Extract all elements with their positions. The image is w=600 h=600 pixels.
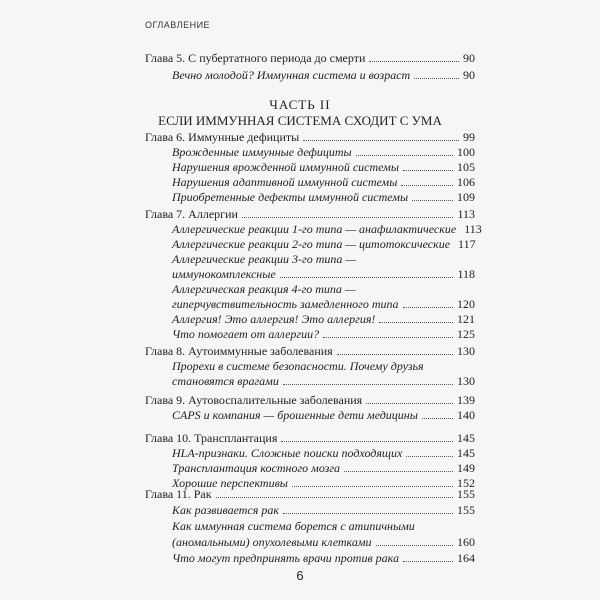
toc-section-entry: Нарушения врожденной иммунной системы 105 [172,160,475,174]
toc-chapter-entry: Глава 5. С пубертатного периода до смерти 90 [145,51,475,65]
toc-chapter-entry: Глава 6. Иммунные дефициты 99 [145,130,475,144]
toc-section-entry: Как развивается рак 155 [172,503,475,517]
toc-section-entry-continued: гиперчувствительность замедленного типа 120 [172,297,475,311]
toc-section-entry: Аллергия! Это аллергия! Это аллергия! 121 [172,312,475,326]
toc-section-entry: Как иммунная система борется с атипичными [172,519,415,533]
toc-section-entry: Аллергические реакции 1-го типа — анафилактические 113 [172,222,482,236]
toc-section-entry: Что могут предпринять врачи против рака 164 [172,551,475,565]
toc-section-entry: Нарушения адаптивной иммунной системы 106 [172,175,475,189]
toc-section-entry-continued: иммунокомплексные 118 [172,267,475,281]
toc-section-entry: Вечно молодой? Иммунная система и возраст 90 [172,68,475,82]
running-head: ОГЛАВЛЕНИЕ [145,20,211,30]
toc-section-entry: Приобретенные дефекты иммунной системы 109 [172,190,475,204]
toc-section-entry-continued: становятся врагами 130 [172,374,475,388]
toc-chapter-entry: Глава 7. Аллергии 113 [145,207,475,221]
toc-chapter-entry: Глава 8. Аутоиммунные заболевания 130 [145,344,475,358]
toc-section-entry: Аллергические реакции 2-го типа — цитотоксические 117 [172,237,476,251]
toc-section-entry: Аллергическая реакция 4-го типа — [172,282,356,296]
toc-chapter-entry: Глава 9. Аутовоспалительные заболевания 139 [145,393,475,407]
toc-section-entry: CAPS и компания — брошенные дети медицины 140 [172,408,475,422]
toc-section-entry: Хорошие перспективы 152 [172,476,475,490]
page-number: 6 [296,568,304,583]
toc-section-entry: HLA-признаки. Сложные поиски подходящих 145 [172,446,475,460]
toc-chapter-entry: Глава 11. Рак 155 [145,487,475,501]
toc-section-entry: Аллергические реакции 3-го типа — [172,252,357,266]
toc-section-entry: Что помогает от аллергии? 125 [172,327,475,341]
toc-section-entry: Прорехи в системе безопасности. Почему друзья [172,359,424,373]
toc-chapter-entry: Глава 10. Трансплантация 145 [145,431,475,445]
toc-section-entry-continued: (аномальными) опухолевыми клетками 160 [172,535,475,549]
part-title: ЕСЛИ ИММУННАЯ СИСТЕМА СХОДИТ С УМА [158,113,442,128]
part-label: ЧАСТЬ II [269,97,331,112]
toc-section-entry: Врожденные иммунные дефициты 100 [172,145,475,159]
toc-section-entry: Трансплантация костного мозга 149 [172,461,475,475]
